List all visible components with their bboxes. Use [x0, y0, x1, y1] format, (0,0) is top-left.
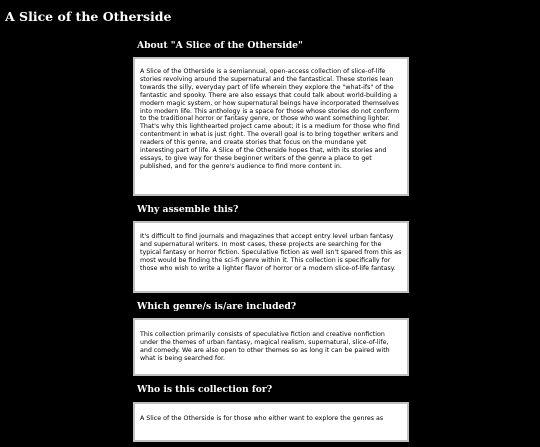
section-body-about: A Slice of the Otherside is a semiannual, open-access collection of slice-of-life stories revolving around the supernatural and the fantastical. These stories lean towards the silly, everyday part of life wherein they explore the "what-ifs" of the fantastic and spooky. There are also essays that could talk about world-building a modern magic system, or how supernatural beings have incorporated themselves into modern life. This anthology is a space for those whose stories do not conform to the traditional horror or fantasy genre, or those who want something lighter. That's why this lighthearted project came about; it is a medium for those who find contentment in what is just right. The overall goal is to bring together writers and readers of this genre, and create stories that focus on the mundane yet interesting part of life. A Slice of the Otherside hopes that, with its stories and essays, to give way for these beginner writers of the genre a place to get published, and for the genre's audience to find more content in. [140, 68, 400, 170]
section-heading-why: Why assemble this? [137, 204, 239, 215]
site-title: A Slice of the Otherside [5, 9, 172, 24]
section-box-why [133, 221, 409, 293]
section-body-genre: This collection primarily consists of speculative fiction and creative nonfiction under the themes of urban fantasy, magical realism, supernatural, slice-of-life, and comedy. We are also open to other themes so as long it can be paired with what is being searched for. [140, 331, 390, 362]
section-box-genre [133, 318, 409, 376]
section-heading-about: About "A Slice of the Otherside" [137, 40, 303, 51]
main-content [133, 40, 409, 447]
section-box-about [133, 57, 409, 196]
section-body-who: A Slice of the Otherside is for those who either want to explore the genres as [140, 415, 384, 422]
section-body-why: It's difficult to find journals and magazines that accept entry level urban fantasy and supernatural writers. In most cases, these projects are searching for the typical fantasy or horror fiction. Speculative fiction as well isn't spared from this as most would be finding the sci-fi genre within it. This collection is specifically for those who wish to write a lighter flavor of horror or a modern slice-of-life fantasy. [140, 233, 402, 272]
section-heading-genre: Which genre/s is/are included? [137, 301, 297, 312]
section-heading-who: Who is this collection for? [137, 384, 273, 395]
section-box-who [133, 402, 409, 442]
